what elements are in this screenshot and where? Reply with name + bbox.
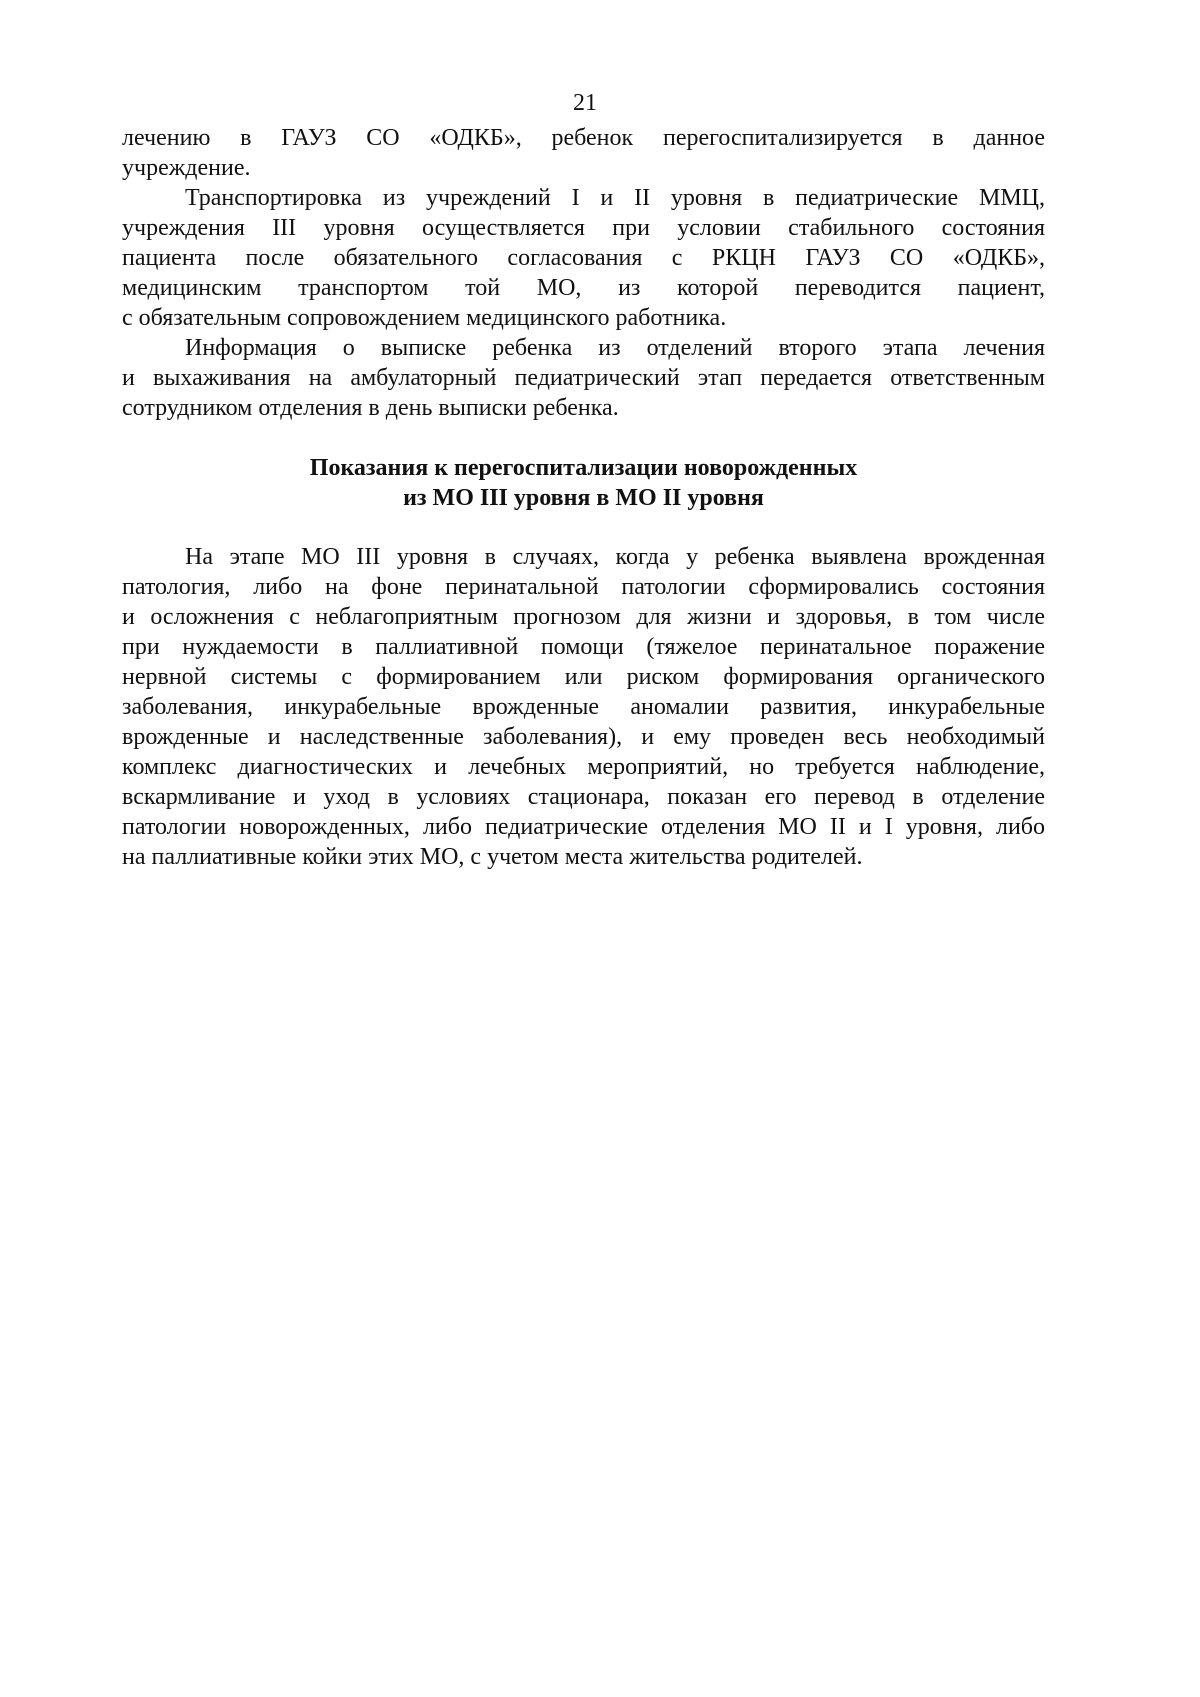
text-line: и осложнения с неблагоприятным прогнозом для жизни и здоровья, в том числе — [122, 604, 1045, 630]
text-line: пациента после обязательного согласования с РКЦН ГАУЗ СО «ОДКБ», — [122, 245, 1045, 271]
text-line: сотрудником отделения в день выписки ребенка. — [122, 395, 619, 421]
text-line: и выхаживания на амбулаторный педиатрический этап передается ответственным — [122, 365, 1045, 391]
page-number: 21 — [573, 90, 597, 116]
text-line: комплекс диагностических и лечебных мероприятий, но требуется наблюдение, — [122, 754, 1045, 780]
heading-line-1: Показания к перегоспитализации новорожденных — [309, 455, 858, 481]
text-line: На этапе МО III уровня в случаях, когда у ребенка выявлена врожденная — [185, 544, 1045, 570]
text-line: вскармливание и уход в условиях стационара, показан его перевод в отделение — [122, 784, 1045, 810]
text-line: медицинским транспортом той МО, из которой переводится пациент, — [122, 275, 1045, 301]
text-line: учреждение. — [122, 155, 251, 181]
text-line: патологии новорожденных, либо педиатрические отделения МО II и I уровня, либо — [122, 814, 1045, 840]
text-line: заболевания, инкурабельные врожденные аномалии развития, инкурабельные — [122, 694, 1045, 720]
text-line: с обязательным сопровождением медицинского работника. — [122, 305, 727, 331]
body-paragraph — [122, 542, 1045, 872]
text-line: лечению в ГАУЗ СО «ОДКБ», ребенок перегоспитализируется в данное — [122, 125, 1045, 151]
intro-paragraphs — [122, 123, 1045, 423]
heading-line-2: из МО III уровня в МО II уровня — [403, 485, 764, 511]
text-line: Информация о выписке ребенка из отделений второго этапа лечения — [185, 335, 1045, 361]
text-line: на паллиативные койки этих МО, с учетом места жительства родителей. — [122, 844, 863, 870]
text-line: врожденные и наследственные заболевания), и ему проведен весь необходимый — [122, 724, 1045, 750]
section-heading — [122, 453, 1045, 513]
text-line: при нуждаемости в паллиативной помощи (тяжелое перинатальное поражение — [122, 634, 1045, 660]
text-line: учреждения III уровня осуществляется при условии стабильного состояния — [122, 215, 1045, 241]
text-line: нервной системы с формированием или риском формирования органического — [122, 664, 1045, 690]
text-line: Транспортировка из учреждений I и II уровня в педиатрические ММЦ, — [185, 185, 1045, 211]
text-line: патология, либо на фоне перинатальной патологии сформировались состояния — [122, 574, 1045, 600]
